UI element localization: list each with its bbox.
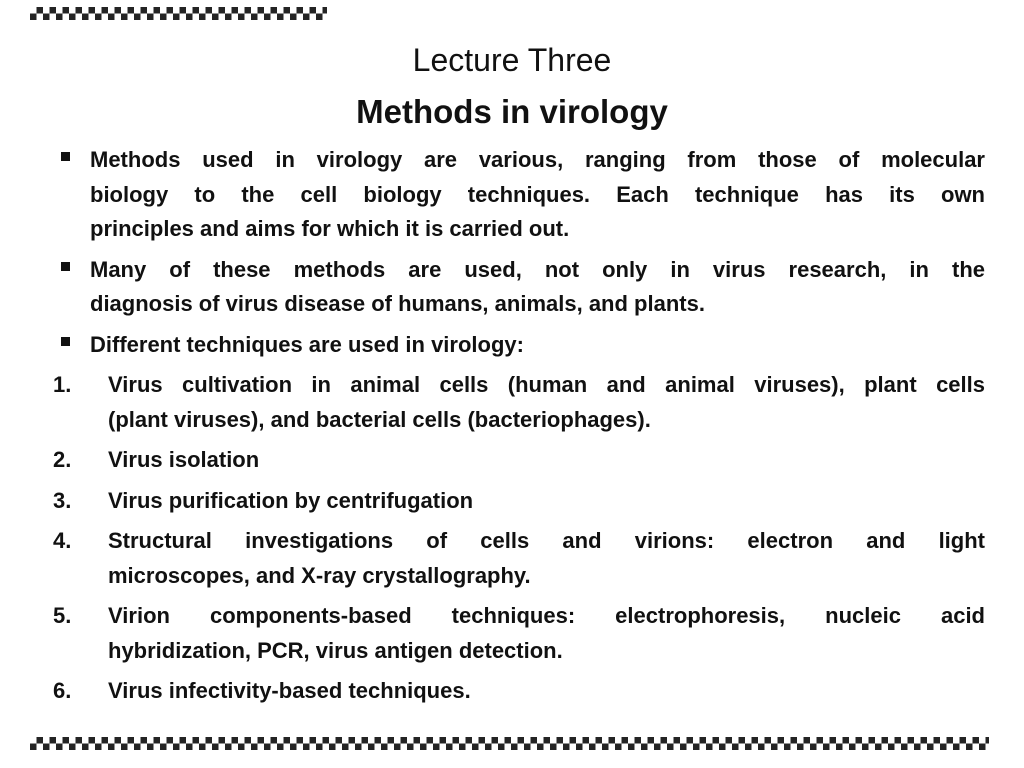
text-line: microscopes, and X-ray crystallography. [108, 562, 531, 588]
square-bullet-icon [61, 152, 70, 161]
checker-strip-top [30, 7, 327, 20]
text-line: principles and aims for which it is carried out. [90, 216, 570, 241]
text-line: biology to the cell biology techniques. Each technique has its own [90, 181, 985, 207]
numbered-item [0, 484, 1024, 519]
bullet-paragraph [0, 143, 1024, 247]
text-line: hybridization, PCR, virus antigen detection. [108, 637, 563, 663]
text-line: Virus isolation [108, 447, 260, 472]
list-number: 4. [53, 528, 72, 553]
checker-strip-bottom [30, 737, 989, 750]
numbered-item [0, 599, 1024, 668]
text-line: Virus cultivation in animal cells (human and animal viruses), plant cells [108, 372, 985, 397]
list-number: 2. [53, 447, 72, 472]
text-line: (plant viruses), and bacterial cells (bacteriophages). [108, 406, 651, 432]
slide-body [0, 143, 1024, 715]
square-bullet-icon [61, 262, 70, 271]
text-line: Virus purification by centrifugation [108, 487, 474, 513]
list-number: 5. [53, 603, 72, 628]
bullet-paragraph [0, 253, 1024, 322]
list-number: 1. [53, 372, 72, 397]
numbered-item [0, 368, 1024, 437]
text-line: Structural investigations of cells and virions: electron and light [108, 528, 985, 553]
bullet-paragraph [0, 328, 1024, 363]
text-line: Virion components-based techniques: electrophoresis, nucleic acid [108, 603, 985, 628]
square-bullet-icon [61, 337, 70, 346]
text-line: Many of these methods are used, not only in virus research, in the [90, 256, 985, 282]
text-line: diagnosis of virus disease of humans, animals, and plants. [90, 291, 705, 316]
text-line: Different techniques are used in virology: [90, 331, 524, 357]
text-line: Methods used in virology are various, ranging from those of molecular [90, 147, 985, 172]
numbered-item [0, 524, 1024, 593]
numbered-item [0, 443, 1024, 478]
slide-title: Lecture Three [412, 42, 612, 78]
list-number: 3. [53, 487, 72, 513]
list-number: 6. [53, 678, 72, 703]
text-line: Virus infectivity-based techniques. [108, 678, 471, 703]
numbered-item [0, 674, 1024, 709]
slide-subtitle: Methods in virology [356, 93, 668, 130]
